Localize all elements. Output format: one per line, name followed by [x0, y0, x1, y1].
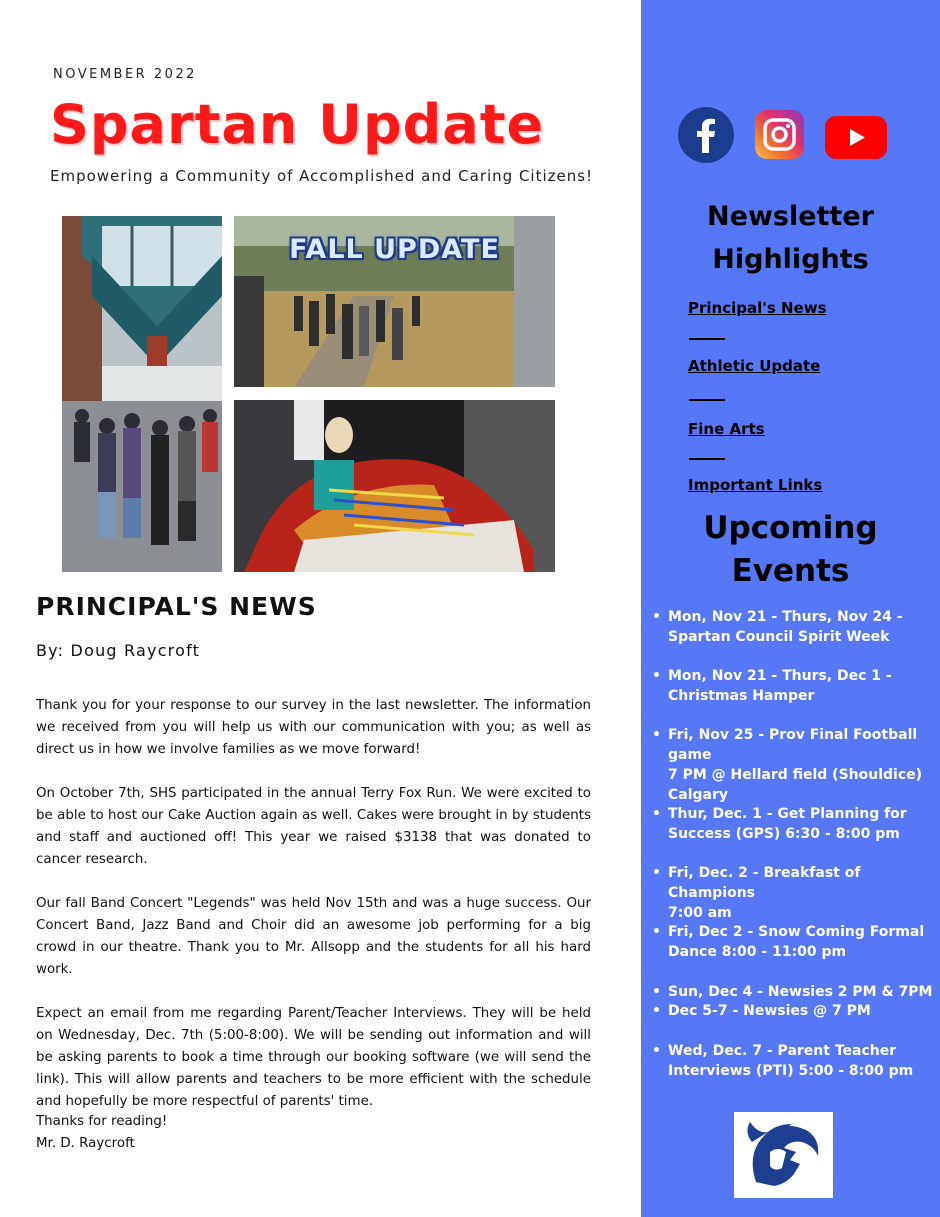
divider: [689, 338, 725, 340]
newsletter-tagline: Empowering a Community of Accomplished and Caring Citizens!: [50, 167, 594, 185]
school-entrance-photo: [62, 216, 222, 572]
event-line: • Dec 5-7 - Newsies @ 7 PM: [668, 1003, 871, 1019]
heading-line: Events: [731, 553, 850, 589]
event-line: Interviews (PTI) 5:00 - 8:00 pm: [668, 1063, 914, 1079]
facebook-icon[interactable]: [678, 107, 734, 163]
event-item: [668, 1041, 940, 1081]
sidebar: [641, 0, 940, 1217]
divider: [689, 458, 725, 460]
instagram-icon[interactable]: [755, 110, 804, 159]
event-line: • Fri, Dec 2 - Snow Coming Formal: [668, 924, 925, 940]
event-line: • Fri, Nov 25 - Prov Final Football game: [668, 727, 918, 763]
event-line: • Fri, Dec. 2 - Breakfast of Champions: [668, 865, 861, 901]
fall-update-caption: FALL UPDATE: [289, 234, 500, 265]
signoff-thanks: Thanks for reading!: [36, 1114, 168, 1129]
principals-news-heading: PRINCIPAL'S NEWS: [36, 592, 317, 621]
event-item: [668, 804, 940, 844]
event-item: [668, 982, 940, 1002]
article-paragraph: Thank you for your response to our survey in the last newsletter. The information we received from you will help us with our communication with you; as well as direct us in how we involve families as we move forward!: [36, 698, 591, 757]
spartan-logo: [734, 1112, 833, 1198]
link-athletic-update[interactable]: Athletic Update: [688, 357, 821, 375]
article-paragraph: Our fall Band Concert "Legends" was held Nov 15th and was a huge success. Our Concert Band, Jazz Band and Choir did an awesome job performing for a big crowd in our theatre. Thank you to Mr. Allsopp and the students for all his hard work.: [36, 896, 591, 977]
event-item: [668, 922, 940, 962]
event-item: [668, 725, 940, 805]
newsletter-highlights-heading: [641, 195, 940, 281]
event-line: 7:00 am: [668, 905, 732, 921]
event-item: [668, 863, 940, 923]
event-line: Calgary: [668, 787, 729, 803]
upcoming-events-heading: [641, 507, 940, 593]
divider: [689, 399, 725, 401]
event-item: [668, 607, 940, 647]
event-line: • Mon, Nov 21 - Thurs, Nov 24 -: [668, 609, 903, 625]
event-line: • Sun, Dec 4 - Newsies 2 PM & 7PM: [668, 984, 933, 1000]
event-line: • Wed, Dec. 7 - Parent Teacher: [668, 1043, 897, 1059]
issue-date: NOVEMBER 2022: [53, 67, 197, 82]
event-line: Success (GPS) 6:30 - 8:00 pm: [668, 826, 900, 842]
event-line: Christmas Hamper: [668, 688, 815, 704]
heading-line: Upcoming: [703, 510, 878, 546]
event-line: • Thur, Dec. 1 - Get Planning for: [668, 806, 907, 822]
event-line: Spartan Council Spirit Week: [668, 629, 890, 645]
event-line: 7 PM @ Hellard field (Shouldice): [668, 767, 923, 783]
dancer-photo: [234, 400, 555, 572]
signoff-name: Mr. D. Raycroft: [36, 1136, 135, 1151]
principals-news-body: [36, 695, 591, 1135]
heading-line: Highlights: [712, 244, 869, 275]
link-important-links[interactable]: Important Links: [688, 476, 823, 494]
event-item: [668, 1001, 940, 1021]
newsletter-title: Spartan Update: [50, 93, 545, 156]
principals-news-byline: By: Doug Raycroft: [36, 641, 201, 660]
heading-line: Newsletter: [707, 201, 874, 232]
youtube-icon[interactable]: [825, 116, 887, 159]
fall-walk-photo: [234, 216, 555, 387]
article-paragraph: Expect an email from me regarding Parent/Teacher Interviews. They will be held on Wednesday, Dec. 7th (5:00-8:00). We will be sending out information and will be asking parents to book a time through our booking software (we will send the link). This will allow parents and teachers to be more efficient with the schedule and hopefully be more respectful of parents' time.: [36, 1006, 591, 1109]
link-principals-news[interactable]: Principal's News: [688, 299, 827, 317]
event-line: • Mon, Nov 21 - Thurs, Dec 1 -: [668, 668, 892, 684]
article-signoff: [36, 1111, 167, 1155]
link-fine-arts[interactable]: Fine Arts: [688, 420, 765, 438]
event-line: Dance 8:00 - 11:00 pm: [668, 944, 847, 960]
article-paragraph: On October 7th, SHS participated in the annual Terry Fox Run. We were excited to be able to host our Cake Auction again as well. Cakes were brought in by students and staff and auctioned off! This year we raised $3138 that was donated to cancer research.: [36, 786, 591, 867]
event-item: [668, 666, 940, 706]
